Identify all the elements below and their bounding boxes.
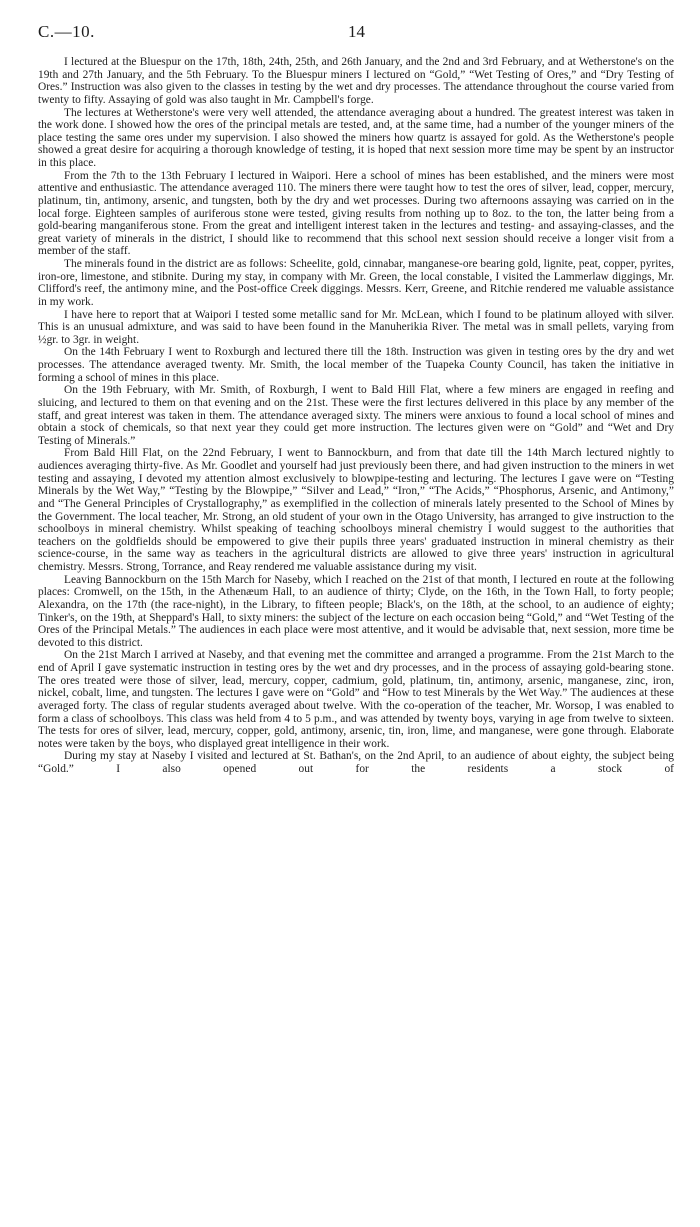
paragraph: The minerals found in the district are as follows: Scheelite, gold, cinnabar, manganese-ore bearing gold, lignite, peat, copper, pyrites, iron-ore, limestone, and stibnite. During my stay, in company with Mr. Green, the local constable, I visited the Lammerlaw diggings, Mr. Clifford's reef, the antimony mine, and the Post-office Creek diggings. Messrs. Kerr, Greene, and Ritchie rendered me valuable assistance in my work. [38,258,674,308]
document-reference: C.—10. [38,22,95,41]
paragraph: During my stay at Naseby I visited and lectured at St. Bathan's, on the 2nd April, to an audience of about eighty, the subject being “Gold.” I also opened out for the residents a stock of [38,750,674,775]
paragraph: On the 14th February I went to Roxburgh and lectured there till the 18th. Instruction was given in testing ores by the dry and wet processes. The attendance averaged twenty. Mr. Smith, the local member of the Tuapeka County Council, has taken the initiative in forming a school of mines in this place. [38,346,674,384]
paragraph: On the 21st March I arrived at Naseby, and that evening met the committee and arranged a programme. From the 21st March to the end of April I gave systematic instruction in testing ores by the wet and dry processes, and in the process of assaying gold-bearing stone. The ores treated were those of silver, lead, mercury, copper, cadmium, gold, platinum, tin, antimony, arsenic, manganese, zinc, iron, nickel, cobalt, lime, and tungsten. The lectures I gave were on “Gold” and “How to test Minerals by the Wet Way.” The audiences at these averaged forty. The class of regular students averaged about twelve. With the co-operation of the teacher, Mr. Worsop, I was enabled to form a class of schoolboys. This class was held from 4 to 5 p.m., and was attended by twenty boys, varying in age from twelve to sixteen. The tests for ores of silver, lead, mercury, copper, gold, antimony, arsenic, tin, iron, lime, and manganese, were gone through. Elaborate notes were taken by the boys, who displayed great intelligence in their work. [38,649,674,750]
paragraph: I have here to report that at Waipori I tested some metallic sand for Mr. McLean, which I found to be platinum alloyed with silver. This is an unusual admixture, and was said to have been found in the Manuherikia River. The metal was in small pellets, varying from ½gr. to 3gr. in weight. [38,308,674,346]
paragraph: From the 7th to the 13th February I lectured in Waipori. Here a school of mines has been established, and the miners were most attentive and enthusiastic. The attendance averaged 110. The miners there were taught how to test the ores of silver, lead, copper, mercury, platinum, tin, antimony, arsenic, and tungsten, both by the dry and wet processes. During two afternoons assaying was carried on in the local forge. Eighteen samples of auriferous stone were tested, giving results from nothing up to 8oz. to the ton, the latter being from a gold-bearing manganiferous stone. From the great and intelligent interest taken in the lectures and testing- and assaying-classes, and the great variety of minerals in the district, I should like to recommend that this school next session should receive a longer visit from a member of the staff. [38,169,674,258]
paragraph: From Bald Hill Flat, on the 22nd February, I went to Bannockburn, and from that date till the 14th March lectured nightly to audiences averaging thirty-five. As Mr. Goodlet and yourself had just previously been there, and had given instruction to the miners in wet testing and assaying, I devoted my attention almost exclusively to blowpipe-testing and lecturing. The lectures I gave were on “Testing Minerals by the Wet Way,” “Testing by the Blowpipe,” “Silver and Lead,” “Iron,” “The Acids,” “Phosphorus, Arsenic, and Antimony,” and “The General Principles of Crystallography,” as exemplified in the collection of minerals lately presented to the School of Mines by the Government. The local teacher, Mr. Strong, an old student of your own in the Otago University, has arranged to give instruction to the schoolboys in mineral chemistry. Whilst speaking of teaching schoolboys mineral chemistry I would suggest to the authorities that teachers on the goldfields should be empowered to give their pupils three years' graduated instruction in mineral chemistry as their science-course, in the same way as teachers in the agricultural districts are allowed to give three years' instruction in agricultural chemistry. Messrs. Strong, Torrance, and Reay rendered me valuable assistance during my visit. [38,447,674,573]
page-header [38,22,674,56]
paragraph: The lectures at Wetherstone's were very well attended, the attendance averaging about a hundred. The greatest interest was taken in the work done. I showed how the ores of the principal metals are tested, and, at the same time, had a number of the younger miners of the place testing the same ores under my supervision. I also showed the miners how quartz is assayed for gold. As the Wetherstone's people showed a great desire for acquiring a thorough knowledge of testing, it is hoped that next session more time may be spent by an instructor in this place. [38,106,674,169]
page-number: 14 [348,22,365,41]
paragraph: On the 19th February, with Mr. Smith, of Roxburgh, I went to Bald Hill Flat, where a few miners are engaged in reefing and sluicing, and lectured to them on that evening and on the 21st. These were the first lectures delivered in this place by any member of the staff, and great interest was taken in them. The attendance averaged sixty. The miners were anxious to found a local school of mines and obtain a stock of chemicals, so that next year they could get more instruction. The lectures given were on “Gold” and “Wet and Dry Testing of Minerals.” [38,384,674,447]
body-text [38,56,674,776]
paragraph: I lectured at the Bluespur on the 17th, 18th, 24th, 25th, and 26th January, and the 2nd and 3rd February, and at Wetherstone's on the 19th and 27th January, and the 5th February. To the Bluespur miners I lectured on “Gold,” “Wet Testing of Ores,” and “Dry Testing of Ores.” Instruction was also given to the classes in testing by the wet and dry processes. The attendance throughout the course varied from twenty to fifty. Assaying of gold was also taught in Mr. Campbell's forge. [38,56,674,106]
paragraph: Leaving Bannockburn on the 15th March for Naseby, which I reached on the 21st of that month, I lectured en route at the following places: Cromwell, on the 15th, in the Athenæum Hall, to an audience of thirty; Clyde, on the 16th, in the Town Hall, to forty people; Alexandra, on the 17th (the race-night), in the Library, to fifteen people; Black's, on the 18th, at the school, to an audience of eighty; Tinker's, on the 19th, at Sheppard's Hall, to sixty miners: the subject of the lecture on each occasion being “Gold,” and “Wet Testing of the Ores of the Principal Metals.” The audiences in each place were most attentive, and it would be advisable that, next session, more time be devoted to this district. [38,573,674,649]
